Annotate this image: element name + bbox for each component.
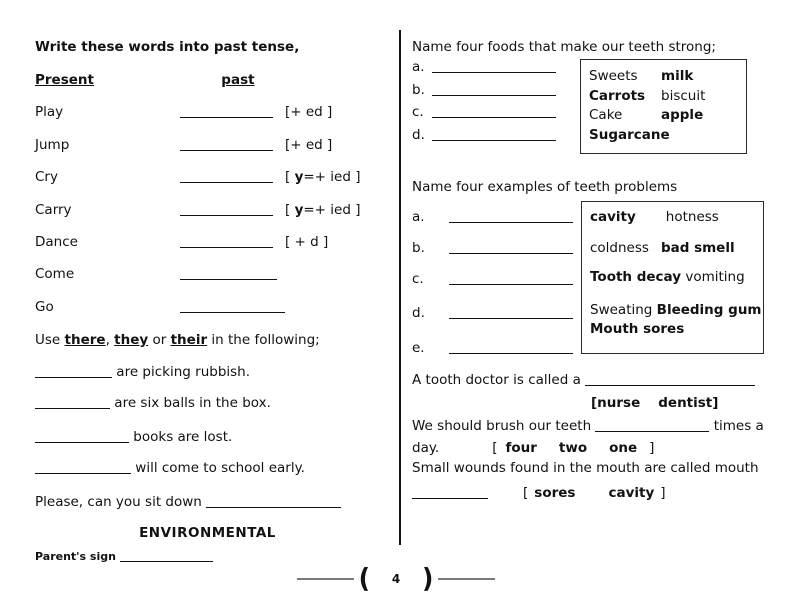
present-column-header: Present <box>35 72 94 88</box>
item-label: b. <box>412 240 425 256</box>
choice-dentist: dentist] <box>658 395 719 411</box>
blank-line <box>180 267 277 280</box>
footer-brace-open: ( <box>358 563 370 594</box>
option-row: Sweets milk <box>589 68 694 84</box>
choice-four: four <box>505 440 537 456</box>
option-row: Sweating Bleeding gum <box>590 302 762 318</box>
verb-word: Jump <box>35 137 70 153</box>
q1-item <box>412 57 556 77</box>
rule-hint: [ y=+ ied ] <box>285 202 361 218</box>
please-sentence: Please, can you sit down <box>35 492 341 512</box>
q4-sentence-line2: day. [ four two one ] <box>412 440 655 456</box>
q1-item <box>412 102 556 122</box>
q5-sentence-line1: Small wounds found in the mouth are called mouth <box>412 460 759 476</box>
option-row: coldness bad smell <box>590 240 735 256</box>
footer-rule-left <box>297 578 354 580</box>
bracket-close: ] <box>649 440 655 456</box>
fill-sentence: will come to school early. <box>35 458 305 478</box>
q2-options-box <box>581 201 764 354</box>
verb-word: Dance <box>35 234 78 250</box>
blank-line <box>180 300 285 313</box>
item-label: b. <box>412 82 425 98</box>
blank-line <box>35 430 129 443</box>
blank-line <box>180 203 273 216</box>
verb-word: Come <box>35 266 75 282</box>
footer-brace-close: ) <box>422 563 434 594</box>
blank-line <box>595 419 709 432</box>
blank-line <box>120 551 213 562</box>
footer-rule-right <box>438 578 495 580</box>
past-tense-title: Write these words into past tense, <box>35 39 300 55</box>
blank-line <box>449 210 573 223</box>
blank-line <box>180 105 273 118</box>
q2-item <box>412 238 573 258</box>
q1-item <box>412 80 556 100</box>
verb-row <box>35 297 285 317</box>
q5-sentence-line2 <box>412 483 666 503</box>
q1-title: Name four foods that make our teeth strong; <box>412 39 716 55</box>
blank-line <box>585 373 755 386</box>
blank-line <box>35 396 110 409</box>
word-they: they <box>114 332 149 348</box>
item-label: c. <box>412 271 424 287</box>
option-row: Cake apple <box>589 107 704 123</box>
blank-line <box>432 83 556 96</box>
verb-row <box>35 135 332 155</box>
blank-line <box>180 235 273 248</box>
item-label: e. <box>412 340 425 356</box>
blank-line <box>35 365 112 378</box>
left-column <box>35 0 380 612</box>
option-row: cavity hotness <box>590 209 719 225</box>
section-heading: ENVIRONMENTAL <box>139 525 276 541</box>
choice-one: one <box>609 440 638 456</box>
verb-word: Play <box>35 104 64 120</box>
verb-row <box>35 264 277 284</box>
option-row: Carrots biscuit <box>589 88 706 104</box>
item-label: a. <box>412 59 425 75</box>
choice-sores: sores <box>534 485 576 501</box>
item-label: d. <box>412 127 425 143</box>
q2-item <box>412 338 573 358</box>
fill-sentence: are picking rubbish. <box>35 362 250 382</box>
verb-word: Go <box>35 299 54 315</box>
blank-line <box>35 461 131 474</box>
q2-item <box>412 303 573 323</box>
table-header-row <box>35 70 255 90</box>
q3-sentence: A tooth doctor is called a <box>412 370 755 390</box>
choice-nurse: [nurse <box>591 395 641 411</box>
blank-line <box>449 306 573 319</box>
option-row: Tooth decay vomiting <box>590 269 745 285</box>
blank-line <box>449 272 573 285</box>
item-label: c. <box>412 104 424 120</box>
q4-sentence-line1: We should brush our teeth times a <box>412 418 764 434</box>
blank-line <box>432 128 556 141</box>
verb-row <box>35 167 360 187</box>
blank-line <box>412 486 488 499</box>
verb-row <box>35 232 328 252</box>
choice-two: two <box>558 440 588 456</box>
verb-row <box>35 102 332 122</box>
verb-word: Carry <box>35 202 72 218</box>
parent-sign-label: Parent's sign <box>35 550 120 563</box>
item-label: d. <box>412 305 425 321</box>
rule-hint: [ + d ] <box>285 234 329 250</box>
right-column <box>412 0 772 612</box>
blank-line <box>206 495 341 508</box>
past-column-header: past <box>221 72 255 88</box>
word-there: there <box>64 332 106 348</box>
rule-hint: [+ ed ] <box>285 104 333 120</box>
choice-cavity: cavity <box>608 485 655 501</box>
fill-sentence: books are lost. <box>35 427 232 447</box>
bracket-open: [ <box>492 440 498 456</box>
blank-line <box>180 138 273 151</box>
item-label: a. <box>412 209 425 225</box>
bracket-open: [ <box>523 485 529 501</box>
blank-line <box>432 60 556 73</box>
blank-line <box>449 341 573 354</box>
rule-hint: [+ ed ] <box>285 137 333 153</box>
q2-item <box>412 269 573 289</box>
fill-sentence: are six balls in the box. <box>35 393 271 413</box>
bracket-close: ] <box>660 485 666 501</box>
column-divider <box>399 30 401 545</box>
q3-choices <box>412 393 718 413</box>
q2-item <box>412 207 573 227</box>
page-number: 4 <box>391 572 401 586</box>
option-row: Mouth sores <box>590 321 685 337</box>
rule-hint: [ y=+ ied ] <box>285 169 361 185</box>
q1-item <box>412 125 556 145</box>
verb-row <box>35 200 360 220</box>
blank-line <box>449 241 573 254</box>
use-instruction: Use there, they or their in the following; <box>35 332 320 348</box>
blank-line <box>432 105 556 118</box>
option-row: Sugarcane <box>589 127 670 143</box>
q1-options-box <box>580 59 747 154</box>
blank-line <box>180 170 273 183</box>
page-footer <box>0 562 792 596</box>
q2-title: Name four examples of teeth problems <box>412 179 678 195</box>
verb-word: Cry <box>35 169 58 185</box>
word-their: their <box>170 332 208 348</box>
